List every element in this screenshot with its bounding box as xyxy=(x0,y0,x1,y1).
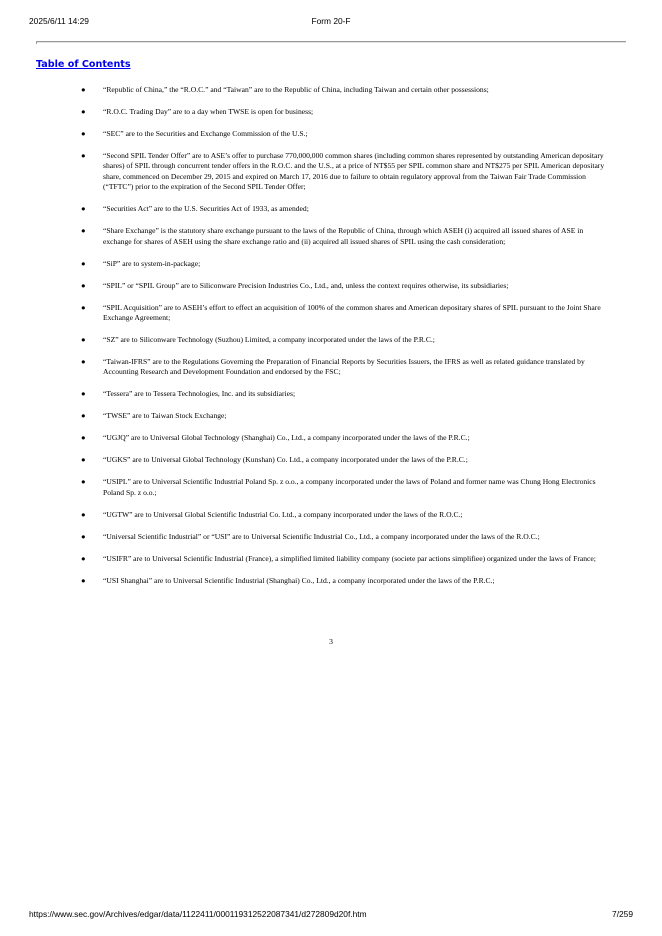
bullet-icon: ● xyxy=(81,302,86,312)
list-item-text: “USIFR” are to Universal Scientific Industrial (France), a simplified limited liability company (societe par actions simplifiee) organized under the laws of France; xyxy=(103,553,596,563)
list-item-text: “SEC” are to the Securities and Exchange Commission of the U.S.; xyxy=(103,129,308,138)
list-item xyxy=(0,554,662,564)
list-item-text: “UGKS” are to Universal Global Technology (Kunshan) Co. Ltd., a company incorporated under the laws of the P.R.C.; xyxy=(103,455,468,465)
bullet-icon: ● xyxy=(81,389,86,399)
bullet-icon: ● xyxy=(81,553,86,563)
bullet-icon: ● xyxy=(81,85,86,94)
list-item-text: “SiP” are to system-in-package; xyxy=(103,258,201,268)
list-item-text: “SZ” are to Siliconware Technology (Suzhou) Limited, a company incorporated under the laws of the P.R.C.; xyxy=(103,335,435,345)
bullet-icon: ● xyxy=(81,107,86,116)
list-item xyxy=(0,357,662,378)
list-item xyxy=(0,281,662,291)
list-item-text: “UGTW” are to Universal Global Scientific Industrial Co. Ltd., a company incorporated under the laws of the R.O.C.; xyxy=(103,509,463,519)
list-item-text: “Second SPIL Tender Offer” are to ASE’s offer to purchase 770,000,000 common shares (including common shares represented by outstanding American depositary shares) of SPIL through concurrent tender offers in the R.O.C. and the U.S., at a price of NT$55 per SPIL common share and NT$275 per SPIL American depositary share, commenced on December 29, 2015 and expired on March 17, 2016 due to failure to obtain regulatory approval from the Taiwan Fair Trade Commission (“TFTC”) prior to the expiration of the Second SPIL Tender Offer; xyxy=(103,151,605,192)
bullet-icon: ● xyxy=(81,477,86,487)
definitions-list xyxy=(0,85,662,598)
list-item xyxy=(0,477,662,498)
list-item xyxy=(0,259,662,269)
table-of-contents-link[interactable]: Table of Contents xyxy=(36,59,131,70)
bullet-icon: ● xyxy=(81,151,86,160)
top-rule xyxy=(36,41,626,43)
bullet-icon: ● xyxy=(81,204,86,214)
list-item-text: “SPIL” or “SPIL Group” are to Siliconware Precision Industries Co., Ltd., and, unless the context requires otherwise, its subsidiaries; xyxy=(103,280,509,290)
bullet-icon: ● xyxy=(81,335,86,345)
bullet-icon: ● xyxy=(81,258,86,268)
list-item-text: “SPIL Acquisition” are to ASEH’s effort to effect an acquisition of 100% of the common shares and American depositary shares of SPIL pursuant to the Joint Share Exchange Agreement; xyxy=(103,302,601,323)
list-item-text: “Universal Scientific Industrial” or “USI” are to Universal Scientific Industrial Co., Ltd., a company incorporated under the laws of the R.O.C.; xyxy=(103,531,540,541)
list-item xyxy=(0,411,662,421)
bullet-icon: ● xyxy=(81,455,86,465)
bullet-icon: ● xyxy=(81,226,86,236)
list-item-text: “TWSE” are to Taiwan Stock Exchange; xyxy=(103,411,227,421)
list-item-text: “R.O.C. Trading Day” are to a day when TWSE is open for business; xyxy=(103,107,314,116)
bullet-icon: ● xyxy=(81,433,86,443)
top-rule-tick xyxy=(36,41,37,44)
list-item-text: “Republic of China,” the “R.O.C.” and “Taiwan” are to the Republic of China, including Taiwan and certain other possessions; xyxy=(103,85,489,94)
print-url: https://www.sec.gov/Archives/edgar/data/1122411/000119312522087341/d272809d20f.htm xyxy=(29,909,367,919)
print-header xyxy=(29,16,633,28)
bullet-icon: ● xyxy=(81,411,86,421)
print-date: 2025/6/11 14:29 xyxy=(29,16,89,26)
list-item-text: “USI Shanghai” are to Universal Scientific Industrial (Shanghai) Co., Ltd., a company incorporated under the laws of the P.R.C.; xyxy=(103,575,495,585)
list-item xyxy=(0,85,662,95)
list-item xyxy=(0,433,662,443)
print-title: Form 20-F xyxy=(311,16,351,26)
list-item xyxy=(0,455,662,465)
bullet-icon: ● xyxy=(81,280,86,290)
print-page-count: 7/259 xyxy=(612,909,633,919)
bullet-icon: ● xyxy=(81,357,86,367)
list-item-text: “Share Exchange” is the statutory share exchange pursuant to the laws of the Republic of China, through which ASEH (i) acquired all issued shares of ASE in exchange for shares of ASEH using the share exchange ratio and (ii) acquired all issued shares of SPIL using the cash consideration; xyxy=(103,226,584,246)
bullet-icon: ● xyxy=(81,575,86,585)
list-item xyxy=(0,107,662,117)
list-item-text: “USIPL” are to Universal Scientific Industrial Poland Sp. z o.o., a company incorporated under the laws of Poland and former name was Chung Hong Electronics Poland Sp. z o.o.; xyxy=(103,477,596,497)
page-number: 3 xyxy=(329,637,333,646)
list-item xyxy=(0,226,662,247)
list-item-text: “UGJQ” are to Universal Global Technology (Shanghai) Co., Ltd., a company incorporated under the laws of the P.R.C.; xyxy=(103,433,470,443)
list-item xyxy=(0,532,662,542)
list-item xyxy=(0,510,662,520)
bullet-icon: ● xyxy=(81,509,86,519)
list-item-text: “Taiwan-IFRS” are to the Regulations Governing the Preparation of Financial Reports by Securities Issuers, the IFRS as well as related guidance translated by Accounting Research and Development Foundation and endorsed by the FSC; xyxy=(103,357,585,377)
list-item xyxy=(0,335,662,345)
bullet-icon: ● xyxy=(81,129,86,138)
list-item xyxy=(0,576,662,586)
bullet-icon: ● xyxy=(81,531,86,541)
list-item-text: “Securities Act” are to the U.S. Securities Act of 1933, as amended; xyxy=(103,204,309,214)
list-item-text: “Tessera” are to Tessera Technologies, Inc. and its subsidiaries; xyxy=(103,389,296,399)
list-item xyxy=(0,389,662,399)
list-item xyxy=(0,151,662,193)
list-item xyxy=(0,129,662,139)
list-item xyxy=(0,303,662,324)
print-footer xyxy=(29,909,633,921)
list-item xyxy=(0,204,662,214)
